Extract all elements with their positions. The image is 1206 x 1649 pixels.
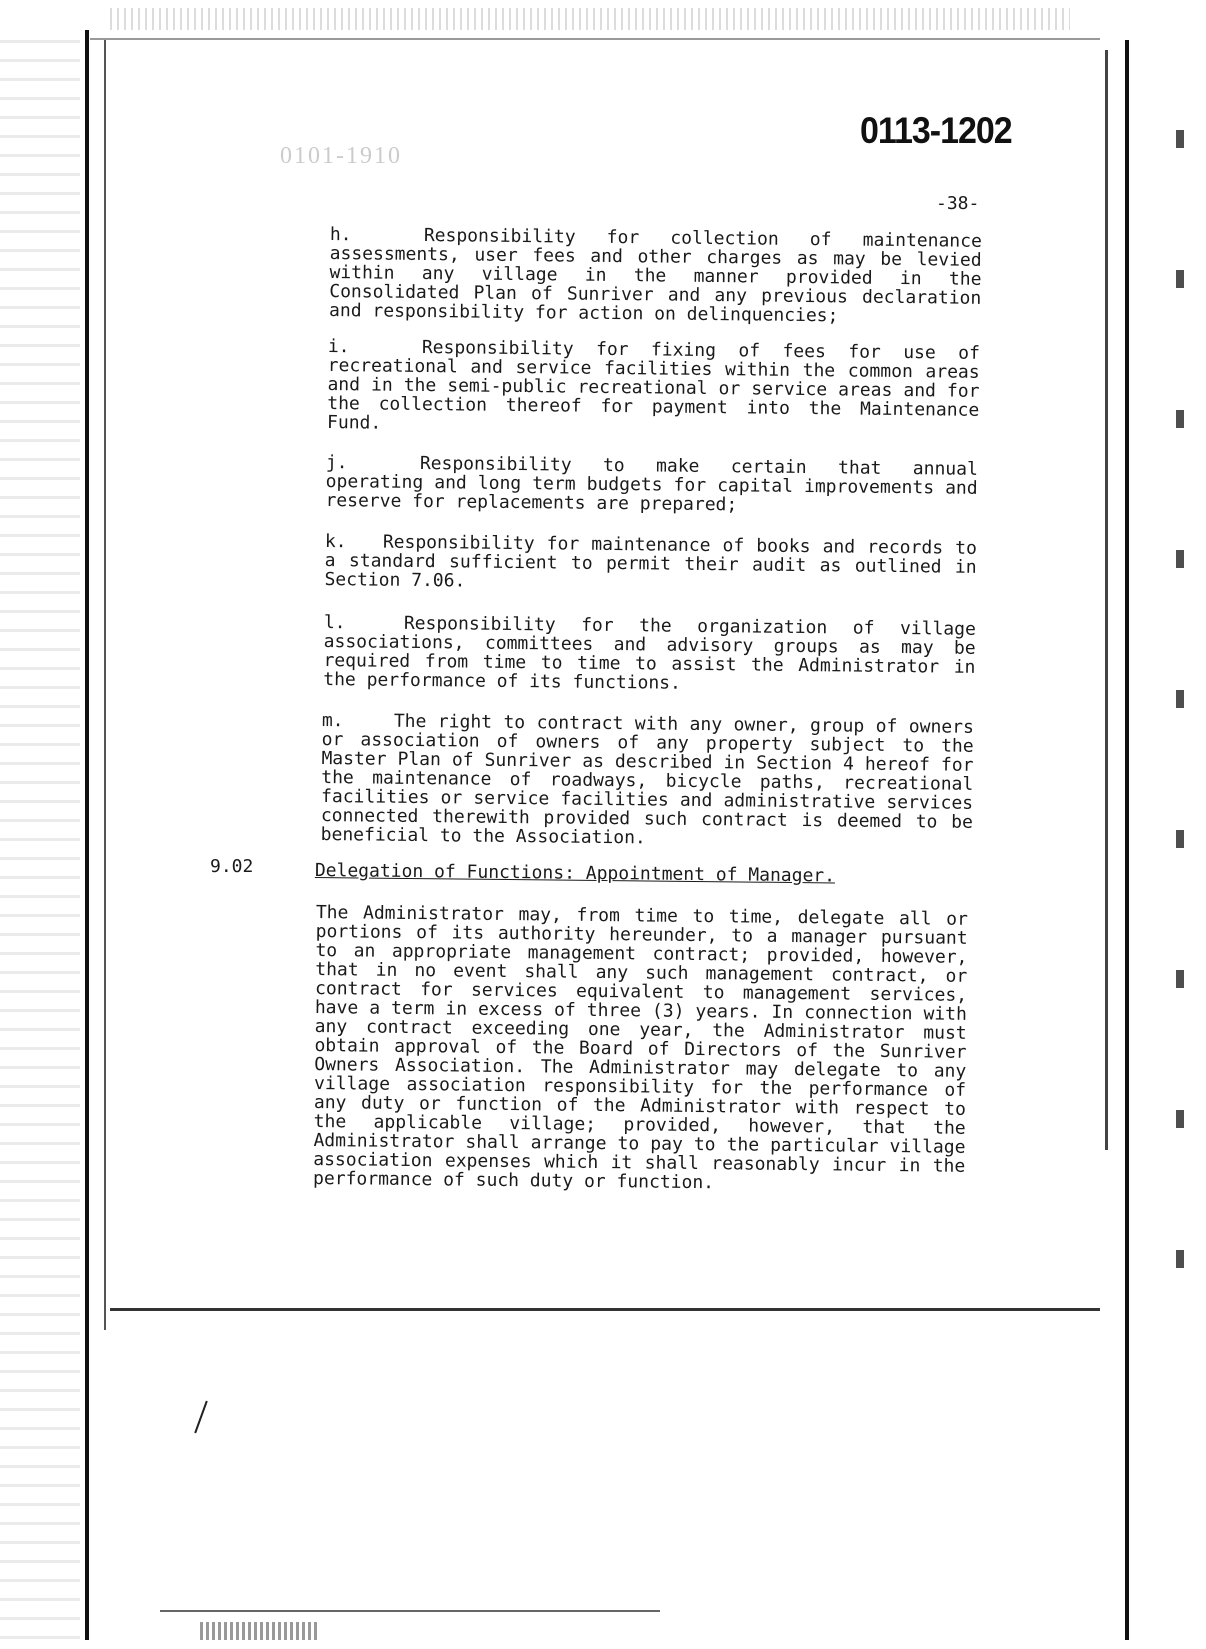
list-item-j xyxy=(325,453,978,517)
page-edge-top xyxy=(90,38,1100,40)
page-edge-bottom xyxy=(110,1308,1100,1311)
item-text: Responsibility to make certain that annual operating and long term budgets for capital improvements and reserve for replacements are prepared; xyxy=(325,452,978,516)
item-text: The right to contract with any owner, group of owners or association of owners of any property subject to the Master Plan of Sunriver as described in Section 4 hereof for the maintenance of roadways, bicycle paths, recreational facilities or service facilities and administrative services connected therewith provided such contract is deemed to be beneficial to the Association. xyxy=(320,710,974,849)
list-item-l xyxy=(323,613,976,696)
scan-noise-left xyxy=(0,40,80,1640)
page-number: -38- xyxy=(936,193,980,214)
page-border-left xyxy=(85,30,89,1640)
section-title: Delegation of Functions: Appointment of Manager. xyxy=(314,860,836,887)
scan-stamp-bottom xyxy=(200,1622,320,1640)
item-label: l. xyxy=(323,612,346,634)
item-text: Responsibility for maintenance of books and records to a standard sufficient to permit their audit as outlined in Section 7.06. xyxy=(324,531,977,592)
faint-stamp: 0101-1910 xyxy=(280,143,402,169)
list-item-k xyxy=(324,532,977,596)
item-label: k. xyxy=(324,531,347,553)
scan-edge-bottom xyxy=(160,1610,660,1612)
list-item-m xyxy=(321,711,974,851)
page-border-left-inner xyxy=(104,40,106,1330)
page-border-right-inner xyxy=(1105,50,1108,1150)
pen-mark xyxy=(194,1401,208,1434)
item-label: j. xyxy=(325,452,348,474)
item-text: Responsibility for fixing of fees for use of recreational and service facilities within the common areas and in the semi-public recreational or service areas and for the collection thereof for payment into the Maintenance Fund. xyxy=(326,336,980,434)
section-body: The Administrator may, from time to time, delegate all or portions of its authority hereunder, to a manager pursuant to an appropriate management contract; provided, however, that in no event shall any such management contract, or contract for services equivalent to management services, have a term in excess of three (3) years. In connection with any contract exceeding one year, the Administrator must obtain approval of the Board of Directors of the Sunriver Owners Association. The Administrator may delegate to any village association responsibility for the performance of any duty or function of the Administrator with respect to the applicable village; provided, however, that the Administrator shall arrange to pay to the particular village association expenses which it shall reasonably incur in the performance of such duty or function. xyxy=(313,902,968,1194)
item-text: Responsibility for collection of maintenance assessments, user fees and other charges as may be levied within any village in the manner provided in the Consolidated Plan of Sunriver and any previous declaration and responsibility for action on delinquencies; xyxy=(328,224,982,327)
item-text: Responsibility for the organization of village associations, committees and advisory groups as may be required from time to time to assist the Administrator in the performance of its functions. xyxy=(323,612,976,694)
scan-noise-top xyxy=(110,8,1070,30)
list-item-i xyxy=(327,337,980,439)
item-label: h. xyxy=(329,224,352,246)
document-number: 0113-1202 xyxy=(860,110,1012,152)
page-border-right xyxy=(1125,40,1129,1640)
list-item-h xyxy=(329,225,982,327)
item-label: m. xyxy=(321,710,344,732)
section-number: 9.02 xyxy=(210,856,254,877)
scan-marks-right xyxy=(1176,130,1184,1330)
item-label: i. xyxy=(327,336,350,358)
